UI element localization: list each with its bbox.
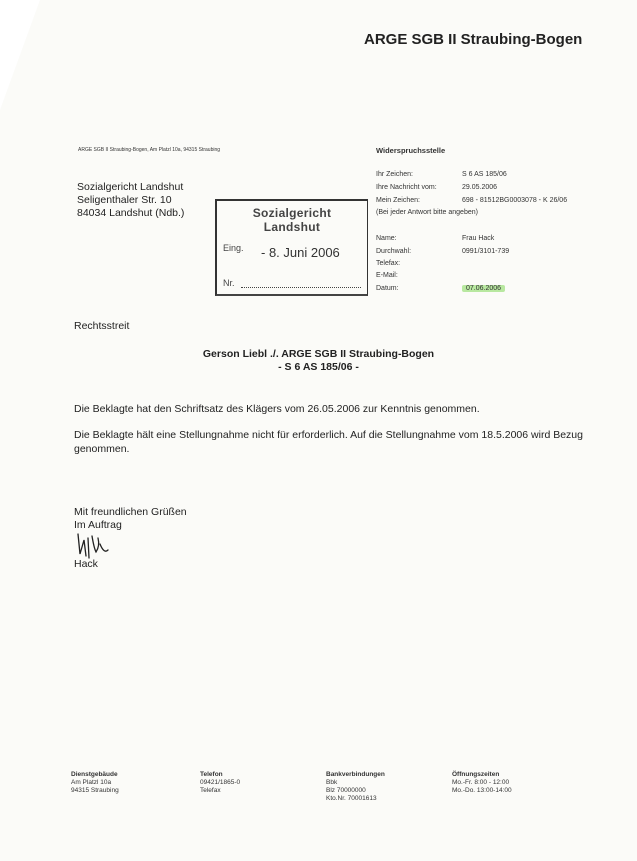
stamp-court-name: Sozialgericht Landshut <box>252 206 332 234</box>
signer-name: Hack <box>74 558 98 570</box>
received-stamp <box>215 199 368 296</box>
case-caption <box>0 348 637 374</box>
closing-block <box>74 506 187 532</box>
page-corner-fold <box>0 0 40 110</box>
letter-page: ARGE SGB II Straubing-Bogen ARGE SGB II Straubing-Bogen, Am Platzl 10a, 94315 Straubing Sozialgericht Landshut Seligenthaler Str. 10 84034 Landshut (Ndb.) Sozialgericht Landshut Eing. - 8. Juni 2006 Nr. Widerspruchsstelle Ihr Zeichen: S 6 AS 185/06 Ihre Nachricht vom: 29.05.2006 Mein Zeichen: 698 - 81512BG0003078 - K 26/06 (Bei jeder Antwort bitte angeben) Name: Frau Hack Durchwahl: 0991/3101-739 Telefax: E-Mail: Datum: 07.06.2006 Rechtsstreit Gerson Liebl ./. ARGE SGB II Straubing-Bogen - S 6 AS 185/06 - Die Beklagte hat den Schriftsatz des Klägers vom 26.05.2006 zur Kenntnis genommen. Die Beklagte hält eine Stellungnahme nicht für erforderlich. Auf die Stellungnahme vom 18.5.2006 wird Bezug genommen. Mit freundlichen Grüßen Im Auftrag Hack Dienstgebäude Am Platzl 10a 94315 Straubing Telefon 09421/1865-0 Telefax Bankverbindungen Bbk Blz 70000000 Kto.Nr. 70001613 Öffnungszeiten Mo.-Fr. 8:00 - 12:00 Mo.-Do. 13:00-14:00 <box>0 0 637 861</box>
footer-office: Dienstgebäude Am Platzl 10a 94315 Straubing <box>71 771 119 794</box>
recipient-line: Sozialgericht Landshut <box>77 181 184 193</box>
info-block-title: Widerspruchsstelle <box>376 146 446 155</box>
sender-return-line: ARGE SGB II Straubing-Bogen, Am Platzl 10a, 94315 Straubing <box>78 147 221 153</box>
stamp-date: - 8. Juni 2006 <box>261 245 340 260</box>
subject-line: Rechtsstreit <box>74 320 130 332</box>
recipient-address <box>77 181 184 220</box>
case-number: - S 6 AS 185/06 - <box>278 361 359 373</box>
closing-on-behalf: Im Auftrag <box>74 519 122 531</box>
recipient-line: 84034 Landshut (Ndb.) <box>77 207 185 219</box>
closing-greeting: Mit freundlichen Grüßen <box>74 506 187 518</box>
footer-bank: Bankverbindungen Bbk Blz 70000000 Kto.Nr. 70001613 <box>326 771 385 802</box>
body-paragraph-2: Die Beklagte hält eine Stellungnahme nicht für erforderlich. Auf die Stellungnahme vom 18.5.2006 wird Bezug genommen. <box>74 429 583 455</box>
footer-hours: Öffnungszeiten Mo.-Fr. 8:00 - 12:00 Mo.-Do. 13:00-14:00 <box>452 771 512 794</box>
recipient-line: Seligenthaler Str. 10 <box>77 194 172 206</box>
case-parties: Gerson Liebl ./. ARGE SGB II Straubing-Bogen <box>202 348 435 360</box>
stamp-nr-line <box>241 287 361 288</box>
body-paragraph-1: Die Beklagte hat den Schriftsatz des Klägers vom 26.05.2006 zur Kenntnis genommen. <box>74 403 480 415</box>
highlighted-date: 07.06.2006 <box>462 285 505 292</box>
footer-phone: Telefon 09421/1865-0 Telefax <box>200 771 241 794</box>
stamp-eing-label: Eing. <box>223 243 244 253</box>
stamp-nr-label: Nr. <box>223 278 235 288</box>
reference-hint: (Bei jeder Antwort bitte angeben) <box>376 209 478 216</box>
letterhead-title: ARGE SGB II Straubing-Bogen <box>364 31 583 48</box>
